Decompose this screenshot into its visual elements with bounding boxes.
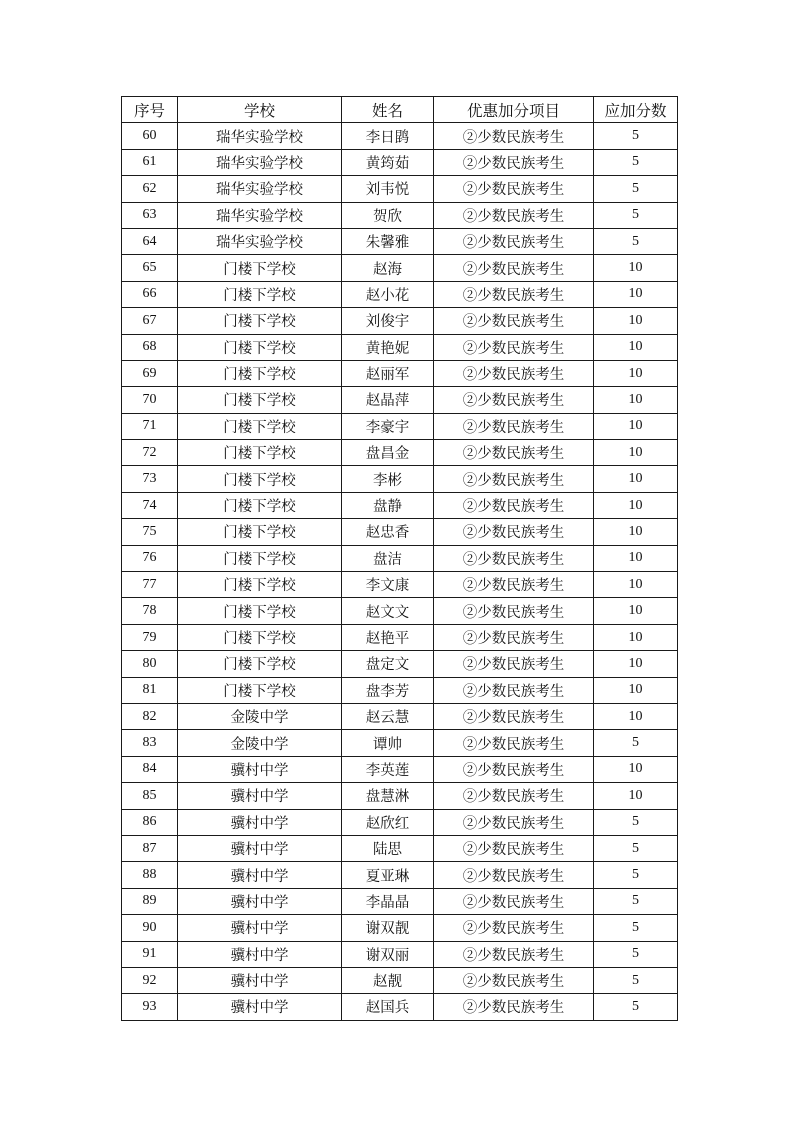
serial-cell: 76 [122, 545, 178, 571]
school-cell: 瑞华实验学校 [178, 149, 342, 175]
serial-cell: 61 [122, 149, 178, 175]
name-cell: 刘俊宇 [342, 308, 434, 334]
table-row [122, 413, 678, 439]
table-row [122, 783, 678, 809]
bonus-item-cell: ②少数民族考生 [434, 730, 594, 756]
serial-cell: 83 [122, 730, 178, 756]
bonus-item-cell: ②少数民族考生 [434, 519, 594, 545]
name-cell: 谭帅 [342, 730, 434, 756]
name-cell: 李日鹍 [342, 123, 434, 149]
points-cell: 10 [594, 598, 678, 624]
school-cell: 骥村中学 [178, 888, 342, 914]
points-cell: 5 [594, 941, 678, 967]
points-cell: 5 [594, 149, 678, 175]
school-cell: 瑞华实验学校 [178, 202, 342, 228]
table-row [122, 756, 678, 782]
serial-cell: 73 [122, 466, 178, 492]
serial-cell: 92 [122, 967, 178, 993]
bonus-item-cell: ②少数民族考生 [434, 228, 594, 254]
points-cell: 10 [594, 387, 678, 413]
school-cell: 骥村中学 [178, 835, 342, 861]
bonus-item-cell: ②少数民族考生 [434, 651, 594, 677]
name-cell: 赵欣红 [342, 809, 434, 835]
school-cell: 门楼下学校 [178, 387, 342, 413]
points-cell: 10 [594, 545, 678, 571]
serial-cell: 69 [122, 360, 178, 386]
serial-cell: 63 [122, 202, 178, 228]
table-row [122, 967, 678, 993]
bonus-item-cell: ②少数民族考生 [434, 756, 594, 782]
bonus-item-cell: ②少数民族考生 [434, 387, 594, 413]
bonus-item-cell: ②少数民族考生 [434, 176, 594, 202]
header-bonus-item: 优惠加分项目 [434, 97, 594, 123]
points-cell: 5 [594, 967, 678, 993]
serial-cell: 86 [122, 809, 178, 835]
serial-cell: 65 [122, 255, 178, 281]
table-body [122, 123, 678, 1020]
name-cell: 黄艳妮 [342, 334, 434, 360]
name-cell: 赵海 [342, 255, 434, 281]
points-cell: 10 [594, 756, 678, 782]
school-cell: 骥村中学 [178, 783, 342, 809]
name-cell: 赵丽军 [342, 360, 434, 386]
points-cell: 10 [594, 255, 678, 281]
name-cell: 赵忠香 [342, 519, 434, 545]
points-cell: 5 [594, 730, 678, 756]
bonus-item-cell: ②少数民族考生 [434, 255, 594, 281]
bonus-item-cell: ②少数民族考生 [434, 440, 594, 466]
table-row [122, 941, 678, 967]
table-row [122, 492, 678, 518]
points-cell: 5 [594, 202, 678, 228]
school-cell: 门楼下学校 [178, 281, 342, 307]
serial-cell: 77 [122, 572, 178, 598]
header-school: 学校 [178, 97, 342, 123]
bonus-item-cell: ②少数民族考生 [434, 466, 594, 492]
name-cell: 赵小花 [342, 281, 434, 307]
name-cell: 赵靓 [342, 967, 434, 993]
school-cell: 瑞华实验学校 [178, 176, 342, 202]
name-cell: 赵云慧 [342, 703, 434, 729]
school-cell: 门楼下学校 [178, 255, 342, 281]
bonus-points-table [121, 96, 678, 1021]
school-cell: 门楼下学校 [178, 466, 342, 492]
school-cell: 金陵中学 [178, 730, 342, 756]
school-cell: 骥村中学 [178, 756, 342, 782]
name-cell: 朱馨雅 [342, 228, 434, 254]
serial-cell: 87 [122, 835, 178, 861]
name-cell: 赵艳平 [342, 624, 434, 650]
table-row [122, 994, 678, 1020]
table-row [122, 703, 678, 729]
points-cell: 10 [594, 624, 678, 650]
bonus-item-cell: ②少数民族考生 [434, 835, 594, 861]
name-cell: 夏亚琳 [342, 862, 434, 888]
name-cell: 盘洁 [342, 545, 434, 571]
points-cell: 10 [594, 281, 678, 307]
bonus-item-cell: ②少数民族考生 [434, 783, 594, 809]
points-cell: 5 [594, 915, 678, 941]
points-cell: 10 [594, 413, 678, 439]
school-cell: 骥村中学 [178, 941, 342, 967]
bonus-item-cell: ②少数民族考生 [434, 809, 594, 835]
serial-cell: 84 [122, 756, 178, 782]
name-cell: 刘韦悦 [342, 176, 434, 202]
table-row [122, 149, 678, 175]
points-cell: 5 [594, 123, 678, 149]
points-cell: 10 [594, 492, 678, 518]
table-row [122, 440, 678, 466]
points-cell: 10 [594, 334, 678, 360]
school-cell: 门楼下学校 [178, 360, 342, 386]
bonus-item-cell: ②少数民族考生 [434, 598, 594, 624]
bonus-item-cell: ②少数民族考生 [434, 308, 594, 334]
school-cell: 门楼下学校 [178, 334, 342, 360]
bonus-item-cell: ②少数民族考生 [434, 492, 594, 518]
serial-cell: 78 [122, 598, 178, 624]
school-cell: 骥村中学 [178, 967, 342, 993]
name-cell: 盘静 [342, 492, 434, 518]
name-cell: 赵晶萍 [342, 387, 434, 413]
points-cell: 5 [594, 862, 678, 888]
points-cell: 5 [594, 835, 678, 861]
table-row [122, 281, 678, 307]
bonus-item-cell: ②少数民族考生 [434, 941, 594, 967]
table-row [122, 915, 678, 941]
serial-cell: 75 [122, 519, 178, 545]
school-cell: 门楼下学校 [178, 545, 342, 571]
bonus-item-cell: ②少数民族考生 [434, 703, 594, 729]
serial-cell: 93 [122, 994, 178, 1020]
name-cell: 赵文文 [342, 598, 434, 624]
school-cell: 门楼下学校 [178, 598, 342, 624]
table-row [122, 624, 678, 650]
points-cell: 10 [594, 440, 678, 466]
bonus-item-cell: ②少数民族考生 [434, 915, 594, 941]
table-row [122, 228, 678, 254]
bonus-item-cell: ②少数民族考生 [434, 123, 594, 149]
school-cell: 骥村中学 [178, 809, 342, 835]
table-row [122, 598, 678, 624]
header-points: 应加分数 [594, 97, 678, 123]
table-row [122, 651, 678, 677]
bonus-item-cell: ②少数民族考生 [434, 862, 594, 888]
school-cell: 门楼下学校 [178, 413, 342, 439]
bonus-item-cell: ②少数民族考生 [434, 888, 594, 914]
school-cell: 骥村中学 [178, 862, 342, 888]
school-cell: 瑞华实验学校 [178, 228, 342, 254]
table-row [122, 572, 678, 598]
name-cell: 李晶晶 [342, 888, 434, 914]
name-cell: 李英莲 [342, 756, 434, 782]
points-cell: 10 [594, 360, 678, 386]
school-cell: 门楼下学校 [178, 492, 342, 518]
table-row [122, 730, 678, 756]
school-cell: 骥村中学 [178, 994, 342, 1020]
table-row [122, 809, 678, 835]
name-cell: 盘李芳 [342, 677, 434, 703]
bonus-item-cell: ②少数民族考生 [434, 281, 594, 307]
serial-cell: 71 [122, 413, 178, 439]
school-cell: 门楼下学校 [178, 572, 342, 598]
name-cell: 赵国兵 [342, 994, 434, 1020]
serial-cell: 67 [122, 308, 178, 334]
school-cell: 骥村中学 [178, 915, 342, 941]
table-row [122, 835, 678, 861]
table-row [122, 466, 678, 492]
name-cell: 陆思 [342, 835, 434, 861]
table-row [122, 334, 678, 360]
points-cell: 10 [594, 677, 678, 703]
name-cell: 谢双丽 [342, 941, 434, 967]
points-cell: 10 [594, 703, 678, 729]
serial-cell: 81 [122, 677, 178, 703]
header-serial: 序号 [122, 97, 178, 123]
serial-cell: 90 [122, 915, 178, 941]
table-row [122, 202, 678, 228]
table-row [122, 308, 678, 334]
table-row [122, 519, 678, 545]
header-row [122, 97, 678, 123]
school-cell: 门楼下学校 [178, 519, 342, 545]
bonus-item-cell: ②少数民族考生 [434, 624, 594, 650]
bonus-item-cell: ②少数民族考生 [434, 413, 594, 439]
name-cell: 盘昌金 [342, 440, 434, 466]
serial-cell: 70 [122, 387, 178, 413]
serial-cell: 85 [122, 783, 178, 809]
school-cell: 金陵中学 [178, 703, 342, 729]
serial-cell: 60 [122, 123, 178, 149]
bonus-item-cell: ②少数民族考生 [434, 572, 594, 598]
serial-cell: 64 [122, 228, 178, 254]
name-cell: 黄筠茹 [342, 149, 434, 175]
header-name: 姓名 [342, 97, 434, 123]
serial-cell: 80 [122, 651, 178, 677]
table-row [122, 255, 678, 281]
school-cell: 门楼下学校 [178, 651, 342, 677]
points-cell: 5 [594, 176, 678, 202]
serial-cell: 79 [122, 624, 178, 650]
points-cell: 10 [594, 308, 678, 334]
name-cell: 谢双靓 [342, 915, 434, 941]
points-cell: 10 [594, 572, 678, 598]
school-cell: 门楼下学校 [178, 624, 342, 650]
serial-cell: 72 [122, 440, 178, 466]
serial-cell: 74 [122, 492, 178, 518]
serial-cell: 62 [122, 176, 178, 202]
bonus-item-cell: ②少数民族考生 [434, 545, 594, 571]
bonus-item-cell: ②少数民族考生 [434, 994, 594, 1020]
points-cell: 10 [594, 519, 678, 545]
table-row [122, 862, 678, 888]
serial-cell: 66 [122, 281, 178, 307]
points-cell: 10 [594, 783, 678, 809]
table-row [122, 545, 678, 571]
serial-cell: 91 [122, 941, 178, 967]
name-cell: 李豪宇 [342, 413, 434, 439]
bonus-item-cell: ②少数民族考生 [434, 677, 594, 703]
school-cell: 门楼下学校 [178, 308, 342, 334]
bonus-item-cell: ②少数民族考生 [434, 334, 594, 360]
serial-cell: 82 [122, 703, 178, 729]
table-row [122, 387, 678, 413]
name-cell: 李文康 [342, 572, 434, 598]
serial-cell: 89 [122, 888, 178, 914]
serial-cell: 68 [122, 334, 178, 360]
table-row [122, 176, 678, 202]
table-row [122, 360, 678, 386]
points-cell: 10 [594, 651, 678, 677]
school-cell: 门楼下学校 [178, 677, 342, 703]
table-row [122, 123, 678, 149]
points-cell: 10 [594, 466, 678, 492]
name-cell: 盘定文 [342, 651, 434, 677]
bonus-item-cell: ②少数民族考生 [434, 967, 594, 993]
table-row [122, 677, 678, 703]
points-cell: 5 [594, 994, 678, 1020]
points-cell: 5 [594, 809, 678, 835]
name-cell: 盘慧淋 [342, 783, 434, 809]
points-cell: 5 [594, 228, 678, 254]
school-cell: 门楼下学校 [178, 440, 342, 466]
bonus-item-cell: ②少数民族考生 [434, 202, 594, 228]
bonus-item-cell: ②少数民族考生 [434, 360, 594, 386]
name-cell: 贺欣 [342, 202, 434, 228]
name-cell: 李彬 [342, 466, 434, 492]
points-cell: 5 [594, 888, 678, 914]
bonus-item-cell: ②少数民族考生 [434, 149, 594, 175]
table-row [122, 888, 678, 914]
serial-cell: 88 [122, 862, 178, 888]
school-cell: 瑞华实验学校 [178, 123, 342, 149]
